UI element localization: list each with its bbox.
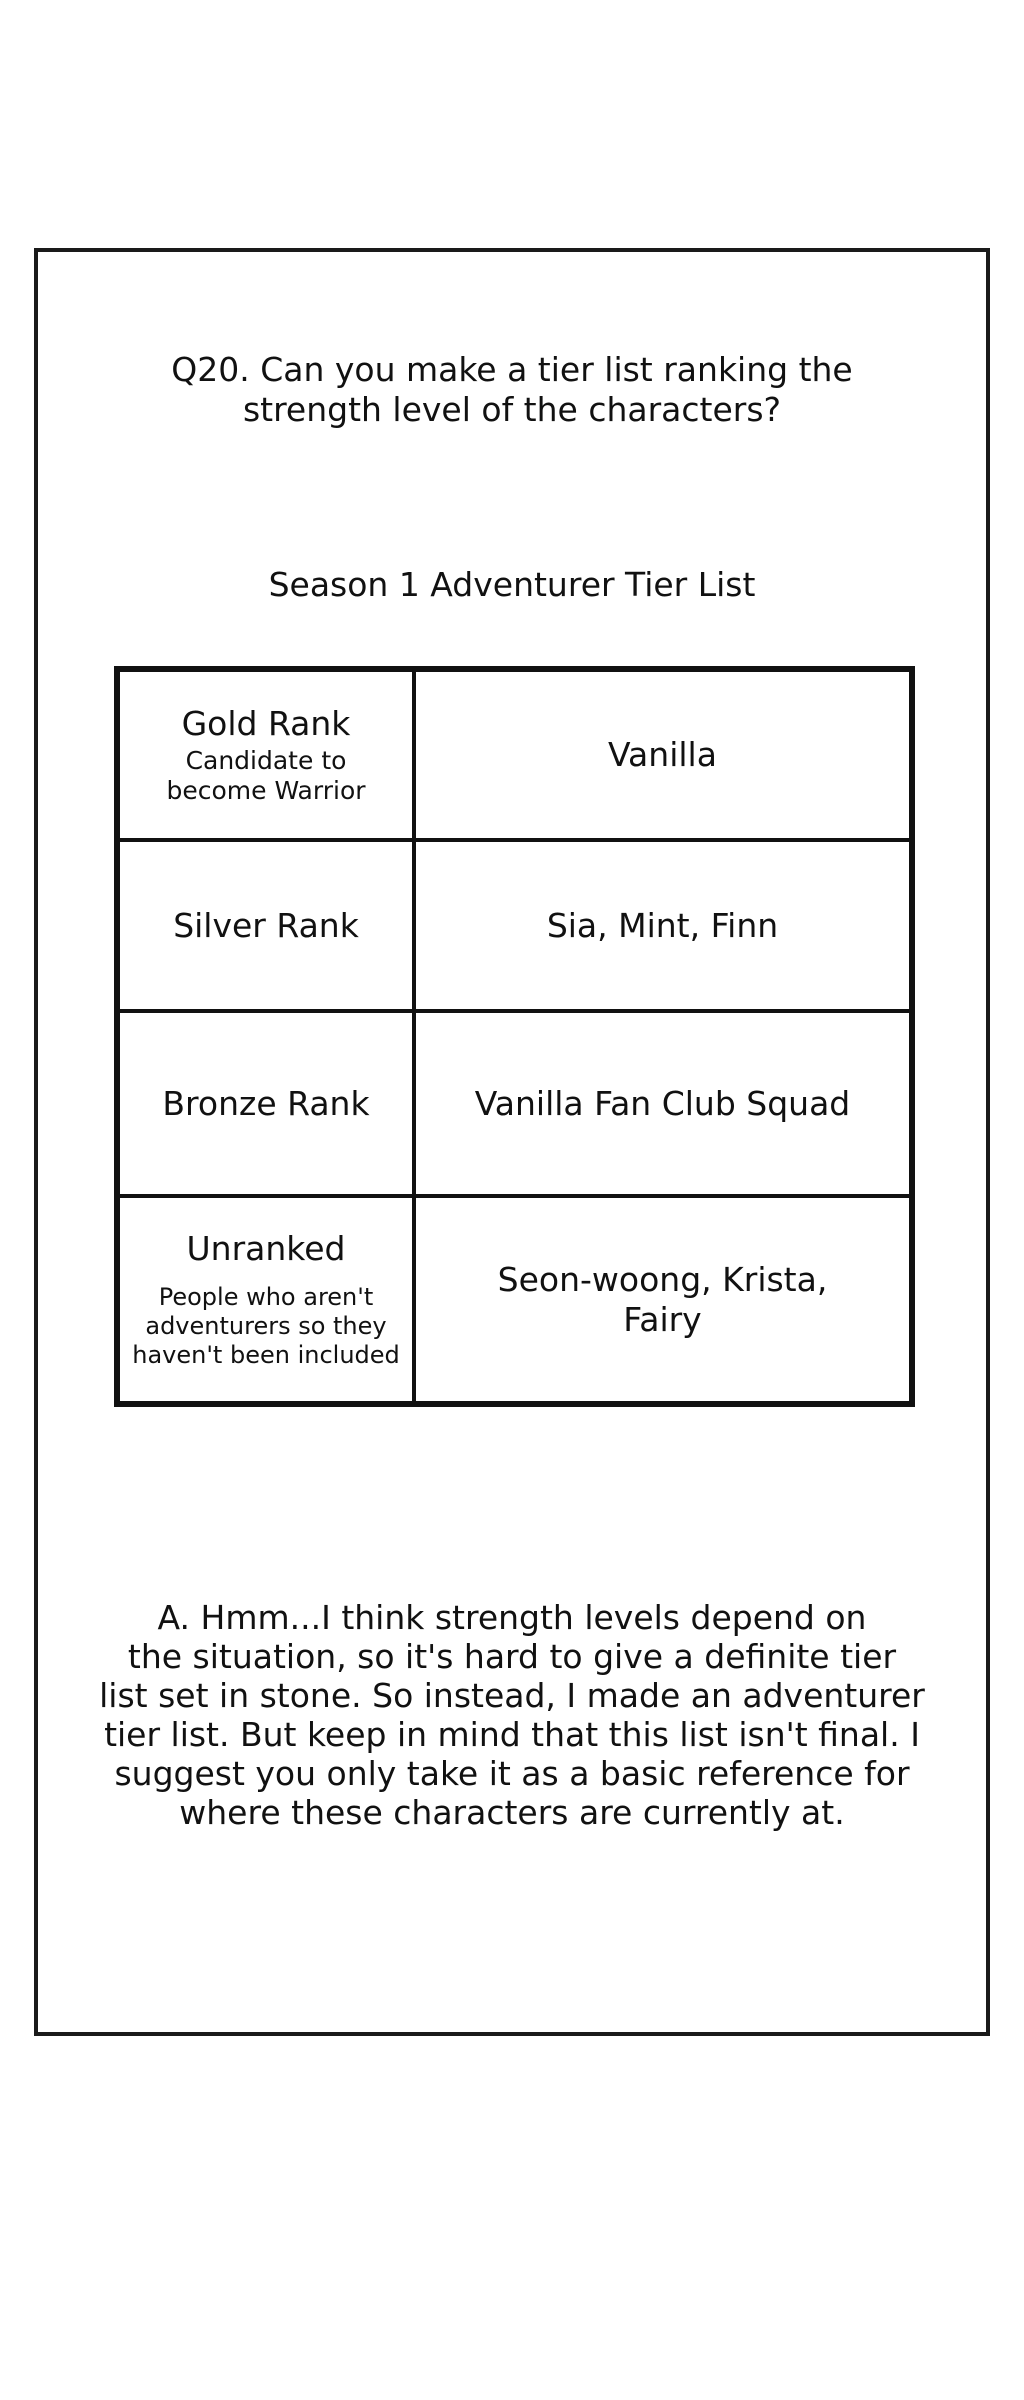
tier-rank-description-line: People who aren't (158, 1283, 374, 1311)
tier-rank-cell-unranked (120, 1198, 416, 1401)
tier-members-cell-unranked (416, 1198, 909, 1401)
question-line: Q20. Can you make a tier list ranking the (171, 350, 853, 389)
tier-members-line: Seon-woong, Krista, (497, 1259, 828, 1299)
question-line: strength level of the characters? (242, 390, 782, 429)
tier-rank-description-line: Candidate to (185, 746, 347, 775)
tier-rank-name: Gold Rank (181, 704, 351, 743)
tier-members-line: Sia, Mint, Finn (546, 905, 779, 945)
tier-members (568, 735, 757, 775)
question-text (0, 350, 1024, 430)
tier-members-cell-silver (416, 842, 909, 1013)
tier-rank-cell-gold (120, 672, 416, 842)
tier-rank-cell-silver (120, 842, 416, 1013)
answer-line: suggest you only take it as a basic reference for (114, 1754, 910, 1793)
tier-members-cell-bronze (416, 1013, 909, 1198)
tier-rank-cell-bronze (120, 1013, 416, 1198)
tier-members (507, 906, 818, 946)
tier-members-line: Fairy (623, 1299, 702, 1339)
tier-members-cell-gold (416, 672, 909, 842)
tier-members (435, 1084, 891, 1124)
tier-rank-description-line: become Warrior (166, 776, 366, 805)
answer-line: the situation, so it's hard to give a definite tier (127, 1637, 897, 1676)
answer-line: where these characters are currently at. (179, 1793, 845, 1832)
tier-table (114, 666, 915, 1407)
answer-line: tier list. But keep in mind that this list isn't final. I (104, 1715, 920, 1754)
tier-rank-description-line: haven't been included (132, 1341, 400, 1369)
tier-members (458, 1260, 868, 1340)
tier-rank-name: Bronze Rank (162, 1083, 370, 1123)
tier-members-line: Vanilla Fan Club Squad (474, 1083, 851, 1123)
tier-list-title: Season 1 Adventurer Tier List (268, 565, 756, 604)
answer-text (0, 1598, 1024, 1832)
tier-members-line: Vanilla (608, 735, 717, 774)
answer-line: A. Hmm...I think strength levels depend on (157, 1598, 867, 1637)
answer-line: list set in stone. So instead, I made an adventurer (99, 1676, 925, 1715)
tier-rank-description (166, 746, 365, 806)
tier-rank-description (132, 1283, 400, 1370)
tier-rank-description-line: adventurers so they (145, 1312, 387, 1340)
tier-rank-name: Silver Rank (173, 905, 359, 945)
tier-rank-name: Unranked (186, 1229, 346, 1268)
